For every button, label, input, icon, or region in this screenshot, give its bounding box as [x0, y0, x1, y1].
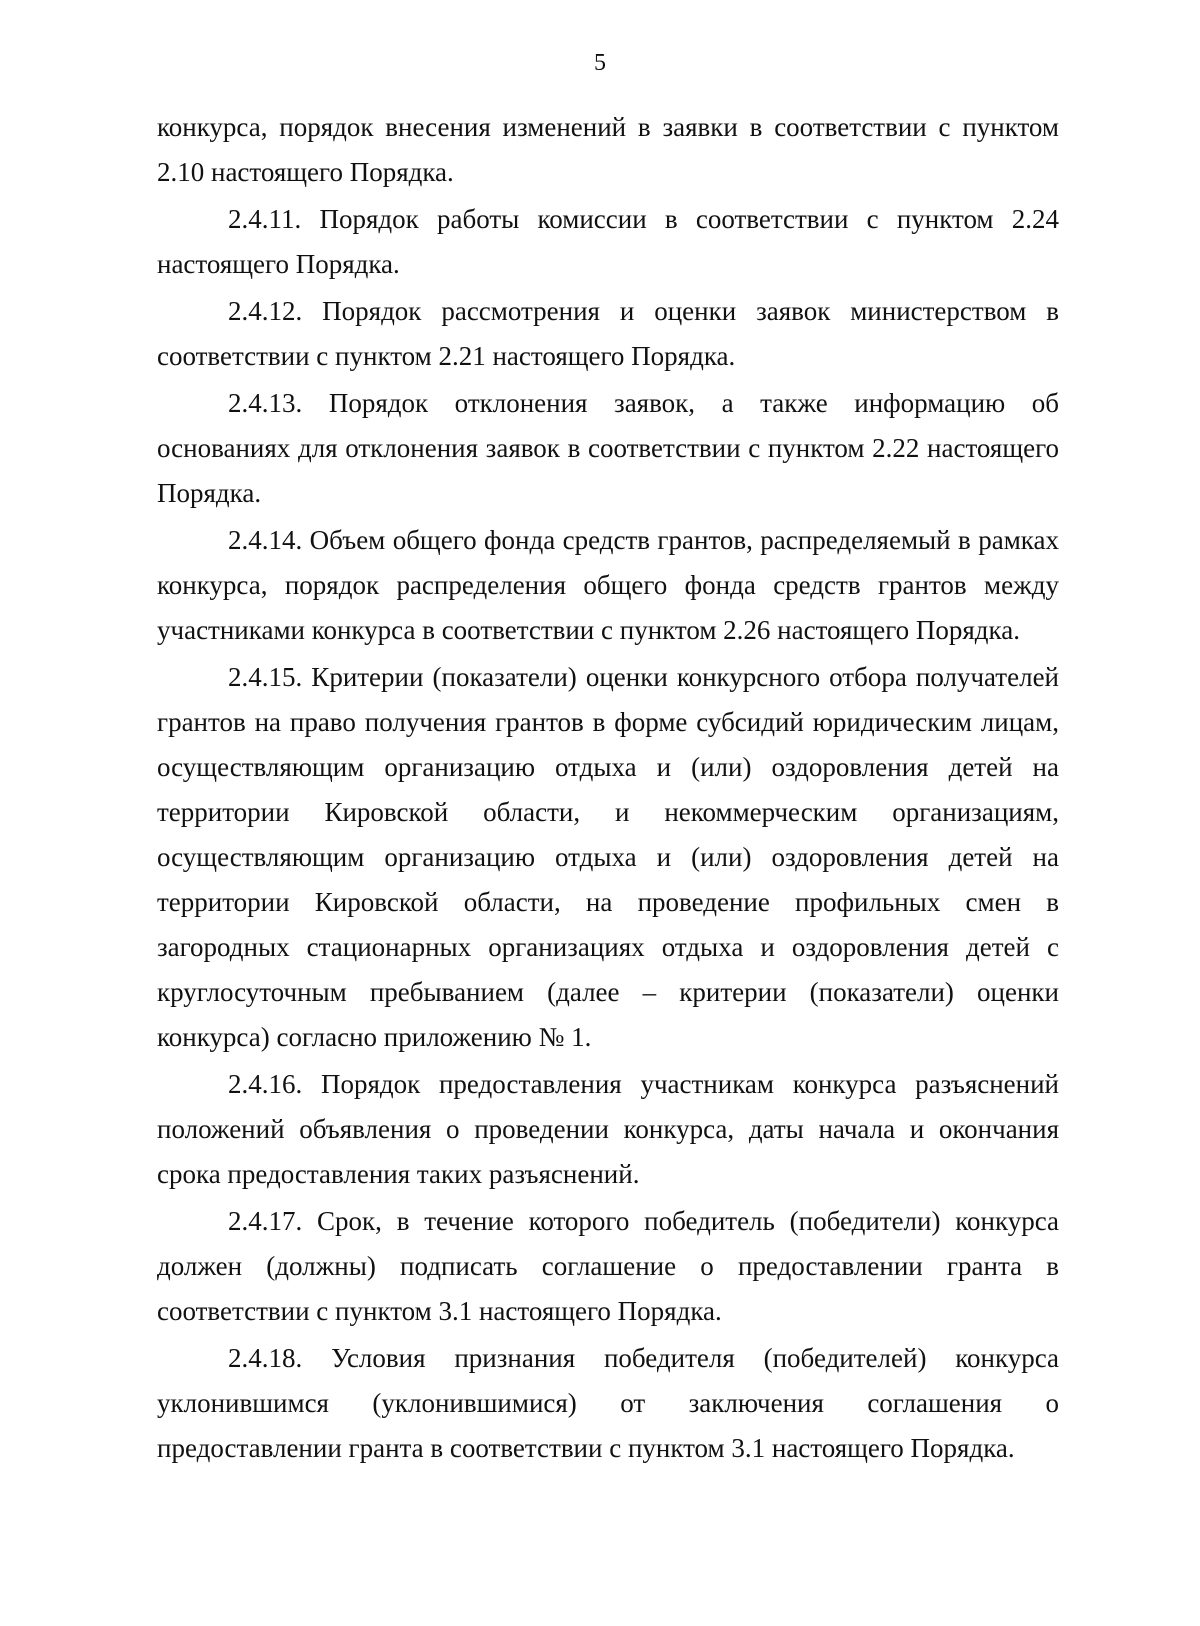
paragraph-2-4-14: 2.4.14. Объем общего фонда средств грантов, распределяемый в рамках конкурса, порядок распределения общего фонда средств грантов между участниками конкурса в соответствии с пунктом 2.26 настоящего Порядка.: [157, 525, 1059, 645]
paragraph-2-4-16: 2.4.16. Порядок предоставления участникам конкурса разъяснений положений объявления о проведении конкурса, даты начала и окончания срока предоставления таких разъяснений.: [157, 1069, 1059, 1189]
paragraph-2-4-17: 2.4.17. Срок, в течение которого победитель (победители) конкурса должен (должны) подписать соглашение о предоставлении гранта в соответствии с пунктом 3.1 настоящего Порядка.: [157, 1206, 1059, 1326]
paragraph-continuation: конкурса, порядок внесения изменений в заявки в соответствии с пунктом 2.10 настоящего Порядка.: [157, 112, 1059, 187]
paragraph-2-4-12: 2.4.12. Порядок рассмотрения и оценки заявок министерством в соответствии с пунктом 2.21 настоящего Порядка.: [157, 296, 1059, 371]
page-number: 5: [594, 50, 606, 76]
paragraph-2-4-18: 2.4.18. Условия признания победителя (победителей) конкурса уклонившимся (уклонившимися) от заключения соглашения о предоставлении гранта в соответствии с пунктом 3.1 настоящего Порядка.: [157, 1343, 1059, 1463]
paragraph-2-4-11: 2.4.11. Порядок работы комиссии в соответствии с пунктом 2.24 настоящего Порядка.: [157, 204, 1059, 279]
paragraph-2-4-15: 2.4.15. Критерии (показатели) оценки конкурсного отбора получателей грантов на право получения грантов в форме субсидий юридическим лицам, осуществляющим организацию отдыха и (или) оздоровления детей на территории Кировской области, и некоммерческим организациям, осуществляющим организацию отдыха и (или) оздоровления детей на территории Кировской области, на проведение профильных смен в загородных стационарных организациях отдыха и оздоровления детей с круглосуточным пребыванием (далее – критерии (показатели) оценки конкурса) согласно приложению № 1.: [157, 662, 1059, 1052]
paragraph-2-4-13: 2.4.13. Порядок отклонения заявок, а также информацию об основаниях для отклонения заявок в соответствии с пунктом 2.22 настоящего Порядка.: [157, 388, 1059, 508]
document-body: [157, 105, 1059, 1471]
